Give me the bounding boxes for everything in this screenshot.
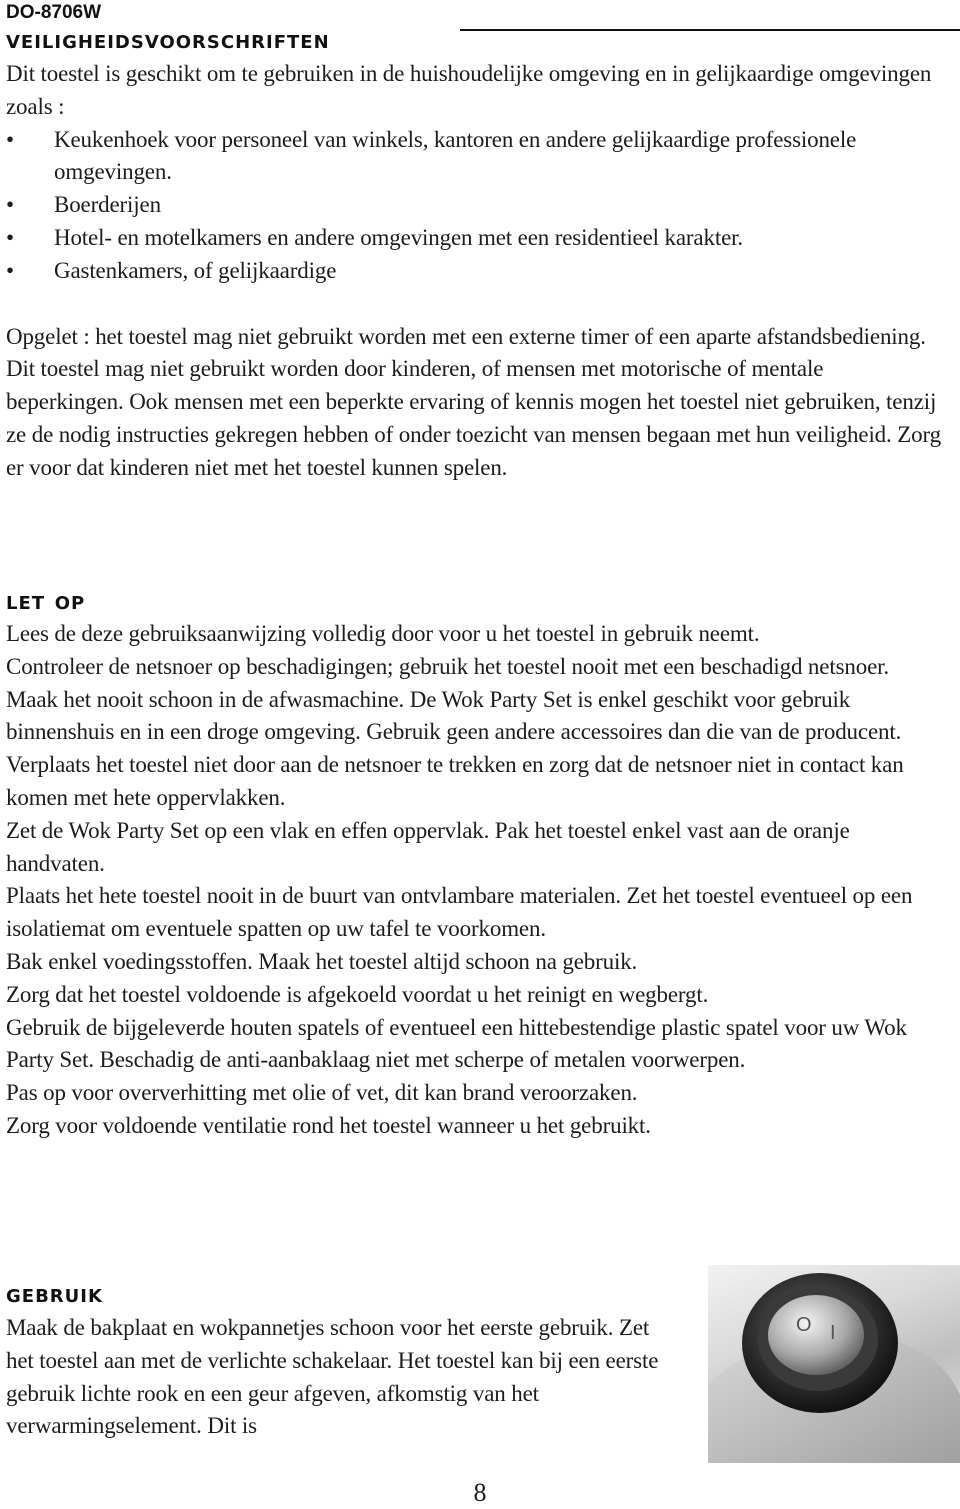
safety-section xyxy=(6,58,946,485)
list-item: • Boerderijen xyxy=(6,189,946,222)
instruction-line: Gebruik de bijgeleverde houten spatels of eventueel een hittebestendige plastic spatel voor uw Wok Party Set. Beschadig de anti-aanbaklaag niet met scherpe of metalen voorwerpen. xyxy=(6,1014,907,1073)
switch-off-symbol: O xyxy=(796,1314,812,1336)
instruction-line: Zet de Wok Party Set op een vlak en effen oppervlak. Pak het toestel enkel vast aan de oranje handvaten. xyxy=(6,817,850,876)
gebruik-section xyxy=(6,1312,670,1443)
instruction-line: Bak enkel voedingsstoffen. Maak het toestel altijd schoon na gebruik. xyxy=(6,948,638,974)
let-op-section xyxy=(6,618,946,1143)
instruction-line: Verplaats het toestel niet door aan de netsnoer te trekken en zorg dat de netsnoer niet in contact kan komen met hete oppervlakken. xyxy=(6,752,904,810)
spacer xyxy=(6,288,946,321)
switch-on-symbol: I xyxy=(830,1322,836,1344)
safety-heading: veiligheidsvoorschriften xyxy=(6,25,330,54)
list-item: • Keukenhoek voor personeel van winkels, kantoren en andere gelijkaardige professionele omgevingen. xyxy=(6,124,946,190)
instruction-line: Maak het nooit schoon in de afwasmachine. De Wok Party Set is enkel geschikt voor gebruik binnenshuis en in een droge omgeving. Gebruik geen andere accessoires dan die van de producent. xyxy=(6,686,902,745)
list-item: • Gastenkamers, of gelijkaardige xyxy=(6,255,946,288)
switch-image xyxy=(708,1265,960,1463)
illuminated-switch-photo xyxy=(708,1265,960,1463)
instruction-line: Zorg voor voldoende ventilatie rond het toestel wanneer u het gebruikt. xyxy=(6,1112,651,1138)
let-op-heading: let op xyxy=(6,586,86,615)
list-item: • Hotel- en motelkamers en andere omgevingen met een residentieel karakter. xyxy=(6,222,946,255)
gebruik-text: Maak de bakplaat en wokpannetjes schoon voor het eerste gebruik. Zet het toestel aan met de verlichte schakelaar. Het toestel kan bij een eerste gebruik lichte rook en een geur afgeven, afkomstig van het verwarmingselement. Dit is xyxy=(6,1315,659,1439)
instruction-line: Lees de deze gebruiksaanwijzing volledig door voor u het toestel in gebruik neemt. xyxy=(6,621,760,646)
safety-intro: Dit toestel is geschikt om te gebruiken in de huishoudelijke omgeving en in gelijkaardige omgevingen zoals : xyxy=(6,61,932,119)
gebruik-heading: gebruik xyxy=(6,1279,103,1308)
model-number: DO-8706W xyxy=(6,2,102,23)
children-warning: Dit toestel mag niet gebruikt worden door kinderen, of mensen met motorische of mentale beperkingen. Ook mensen met een beperkte ervaring of kennis mogen het toestel niet gebruiken, tenzij ze de nodig instructies gekregen hebben of onder toezicht van mensen begaan met hun veiligheid. Zorg er voor dat kinderen niet met het toestel kunnen spelen. xyxy=(6,356,941,480)
header-rule xyxy=(460,29,960,31)
usage-environment-list xyxy=(6,124,946,288)
page-number: 8 xyxy=(473,1478,487,1507)
instruction-line: Zorg dat het toestel voldoende is afgekoeld voordat u het reinigt en wegbergt. xyxy=(6,981,709,1007)
instruction-line: Controleer de netsnoer op beschadigingen; gebruik het toestel nooit met een beschadigd netsnoer. xyxy=(6,653,889,679)
instruction-line: Pas op voor oververhitting met olie of vet, dit kan brand veroorzaken. xyxy=(6,1080,638,1106)
instruction-line: Plaats het hete toestel nooit in de buurt van ontvlambare materialen. Zet het toestel eventueel op een isolatiemat om eventuele spatten op uw tafel te voorkomen. xyxy=(6,883,913,942)
timer-warning: Opgelet : het toestel mag niet gebruikt worden met een externe timer of een aparte afstandsbediening. xyxy=(6,323,926,349)
